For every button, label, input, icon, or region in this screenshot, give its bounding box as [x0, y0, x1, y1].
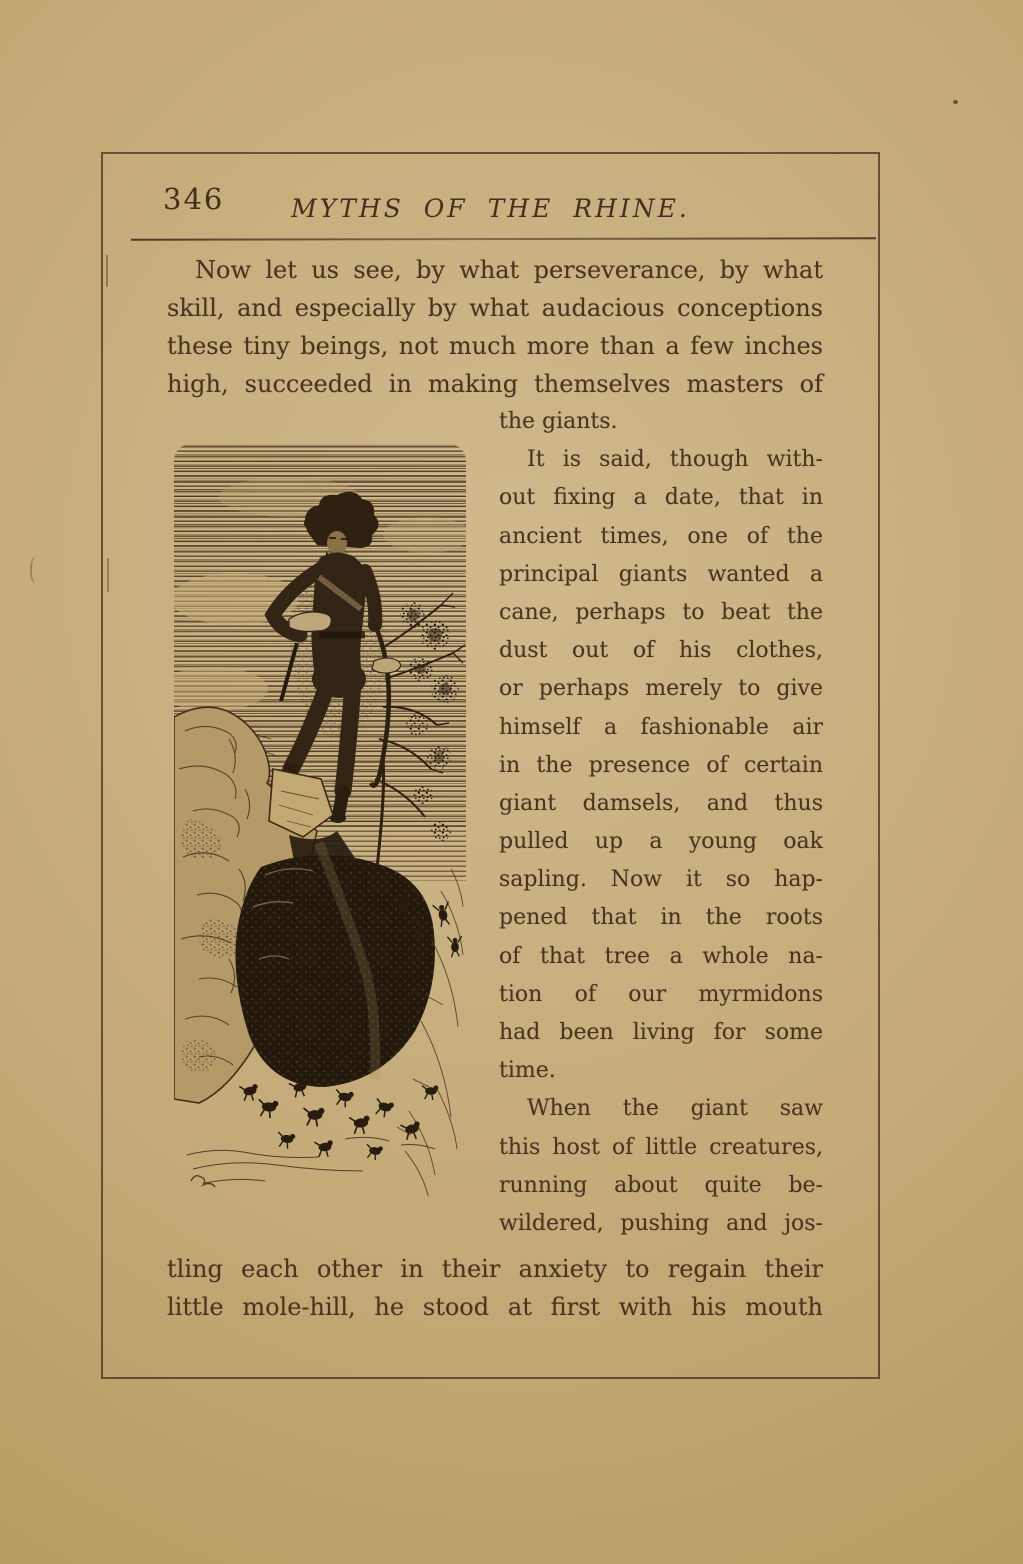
text-line: this host of little creatures,: [499, 1134, 823, 1160]
paragraph-continuation: [167, 1250, 823, 1326]
text-line: wildered, pushing and jos-: [499, 1210, 823, 1236]
page-number: 346: [163, 182, 225, 216]
text-line: time.: [499, 1058, 556, 1084]
text-line: high, succeeded in making themselves masters of: [167, 370, 823, 398]
text-line: ancient times, one of the: [499, 523, 823, 549]
text-line: When the giant saw: [527, 1096, 823, 1122]
text-line: cane, perhaps to beat the: [499, 599, 823, 625]
text-line: pened that in the roots: [499, 905, 823, 931]
running-title: MYTHS OF THE RHINE.: [291, 194, 690, 223]
image-text-wrap: [167, 403, 823, 1244]
text-line: these tiny beings, not much more than a few inches: [167, 332, 823, 360]
paragraph-1: [167, 251, 823, 403]
text-line: running about quite be-: [499, 1172, 823, 1198]
text-line: in the presence of certain: [499, 752, 823, 778]
text-line: of that tree a whole na-: [499, 943, 823, 969]
text-line: tion of our myrmidons: [499, 981, 823, 1007]
text-line: little mole-hill, he stood at first with his mouth: [167, 1293, 823, 1321]
text-line: tling each other in their anxiety to regain their: [167, 1255, 823, 1283]
body-text: [167, 251, 823, 1326]
text-line: pulled up a young oak: [499, 829, 823, 855]
wrapped-text-column: [499, 403, 823, 1243]
header-rule: [131, 237, 876, 241]
text-line: giant damsels, and thus: [499, 790, 823, 816]
text-line: principal giants wanted a: [499, 561, 823, 587]
dark-hollow: [236, 843, 435, 1087]
page-frame: [101, 152, 880, 1379]
text-line: had been living for some: [499, 1020, 823, 1045]
text-line: out fixing a date, that in: [499, 485, 823, 511]
text-line: dust out of his clothes,: [499, 638, 823, 664]
scan-speck: [953, 100, 958, 104]
text-line: the giants.: [499, 409, 618, 434]
text-line: Now let us see, by what perseverance, by what: [195, 256, 823, 284]
ground-lines: [187, 1137, 435, 1187]
text-line: or perhaps merely to give: [499, 676, 823, 702]
text-line: himself a fashionable air: [499, 714, 823, 740]
text-line: sapling. Now it so hap-: [499, 867, 823, 893]
scan-margin-mark: [30, 556, 42, 584]
text-line: It is said, though with-: [527, 447, 823, 473]
text-line: skill, and especially by what audacious conceptions: [167, 294, 823, 322]
engraving-illustration: [169, 439, 471, 1207]
